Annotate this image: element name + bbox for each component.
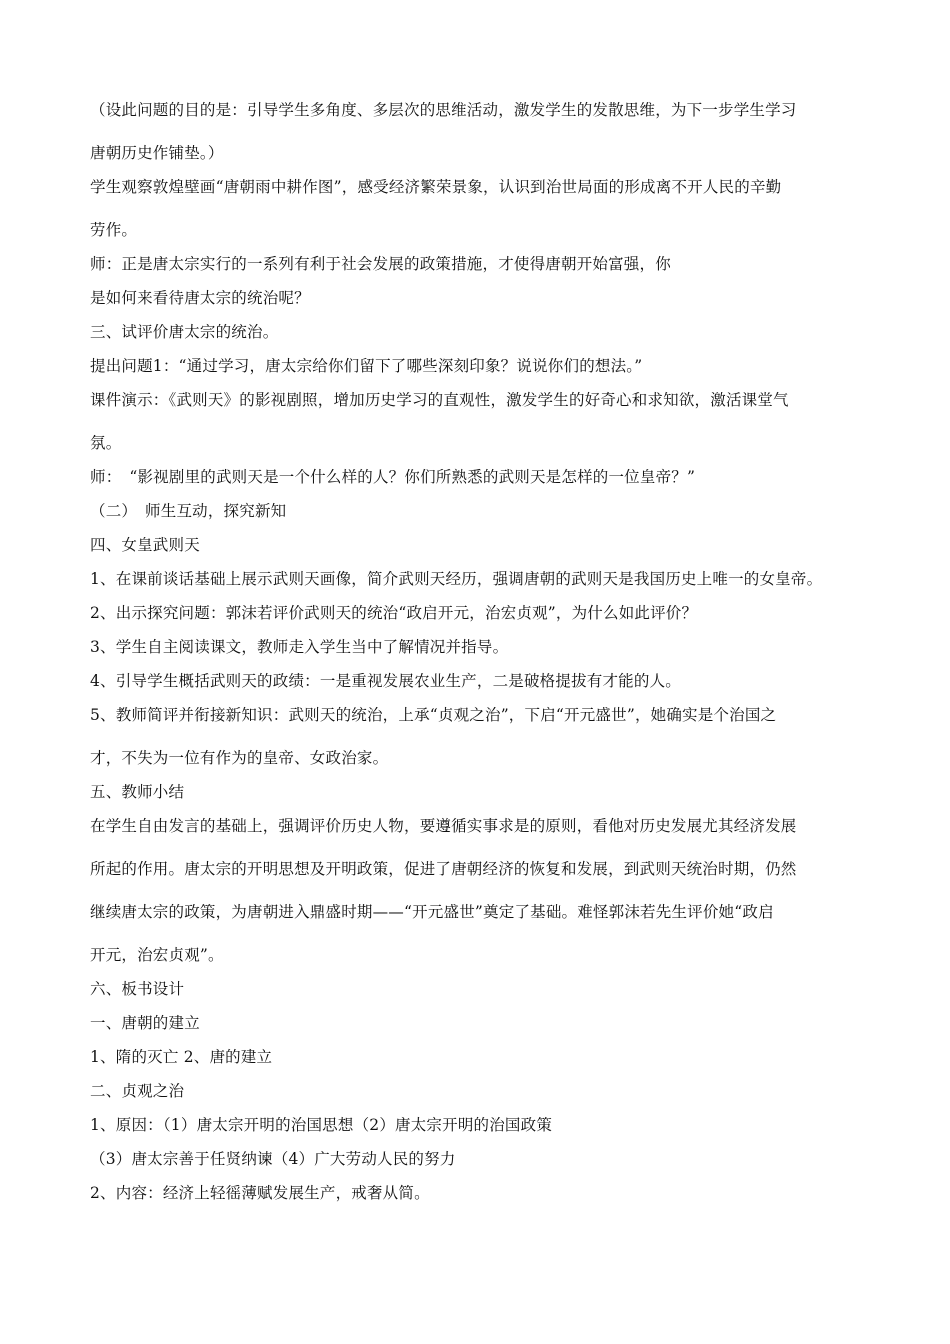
text-line: 四、女皇武则天 (90, 536, 200, 554)
text-line: 二、贞观之治 (90, 1082, 185, 1100)
text-line: 才，不失为一位有作为的皇帝、女政治家。 (90, 749, 389, 767)
text-line: 课件演示：《武则天》的影视剧照，增加历史学习的直观性，激发学生的好奇心和求知欲，激活课堂气 (90, 391, 789, 409)
text-line: 所起的作用。唐太宗的开明思想及开明政策，促进了唐朝经济的恢复和发展，到武则天统治时期，仍然 (90, 860, 797, 878)
text-line: 5、教师简评并衔接新知识：武则天的统治，上承“贞观之治”，下启“开元盛世”，她确实是个治国之 (90, 706, 777, 724)
text-line: 氛。 (90, 434, 122, 452)
text-line: 六、板书设计 (90, 980, 185, 998)
text-line: 师： “影视剧里的武则天是一个什么样的人？你们所熟悉的武则天是怎样的一位皇帝？” (90, 468, 696, 486)
text-line: 1、在课前谈话基础上展示武则天画像，简介武则天经历，强调唐朝的武则天是我国历史上唯一的女皇帝。 (90, 570, 823, 588)
text-line: 4、引导学生概括武则天的政绩：一是重视发展农业生产，二是破格提拔有才能的人。 (90, 672, 681, 690)
text-line: 劳作。 (90, 221, 138, 239)
text-line: （设此问题的目的是：引导学生多角度、多层次的思维活动，激发学生的发散思维，为下一步学生学习 (90, 101, 797, 119)
text-line: 五、教师小结 (90, 783, 185, 801)
text-line: 师：正是唐太宗实行的一系列有利于社会发展的政策措施，才使得唐朝开始富强，你 (90, 255, 671, 273)
text-line: 唐朝历史作铺垫。） (90, 144, 224, 162)
document-page (90, 98, 865, 1215)
text-line: 开元，治宏贞观”。 (90, 946, 224, 964)
text-line: 在学生自由发言的基础上，强调评价历史人物，要遵循实事求是的原则，看他对历史发展尤其经济发展 (90, 817, 797, 835)
text-line: 三、试评价唐太宗的统治。 (90, 323, 279, 341)
text-line: 一、唐朝的建立 (90, 1014, 200, 1032)
text-line: 1、隋的灭亡 2、唐的建立 (90, 1048, 273, 1066)
text-line: 继续唐太宗的政策，为唐朝进入鼎盛时期——“开元盛世”奠定了基础。难怪郭沫若先生评价她“政启 (90, 903, 774, 921)
text-line: 2、出示探究问题：郭沫若评价武则天的统治“政启开元，治宏贞观”，为什么如此评价？ (90, 604, 698, 622)
text-line: 1、原因：（1）唐太宗开明的治国思想（2）唐太宗开明的治国政策 (90, 1116, 553, 1134)
text-line: （3）唐太宗善于任贤纳谏（4）广大劳动人民的努力 (90, 1150, 456, 1168)
text-line: 提出问题1：“通过学习，唐太宗给你们留下了哪些深刻印象？说说你们的想法。” (90, 357, 643, 375)
text-line: 是如何来看待唐太宗的统治呢？ (90, 289, 310, 307)
text-line: 3、学生自主阅读课文，教师走入学生当中了解情况并指导。 (90, 638, 509, 656)
text-line: 2、内容：经济上轻徭薄赋发展生产，戒奢从简。 (90, 1184, 430, 1202)
text-line: （二） 师生互动，探究新知 (90, 502, 287, 520)
text-line: 学生观察敦煌壁画“唐朝雨中耕作图”，感受经济繁荣景象，认识到治世局面的形成离不开人民的辛勤 (90, 178, 782, 196)
